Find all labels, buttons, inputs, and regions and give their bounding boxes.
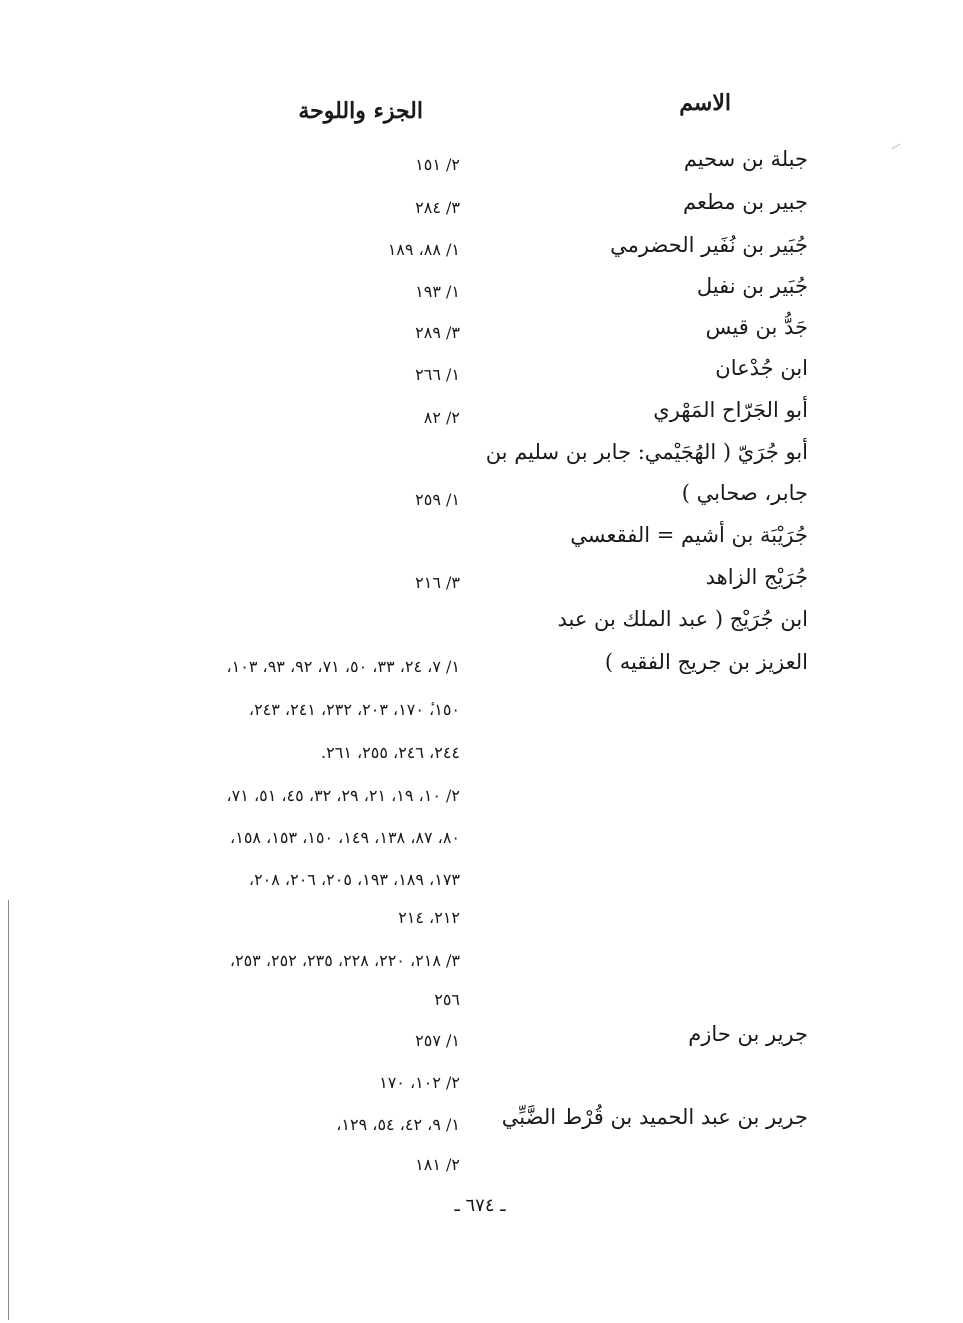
ref-entry: ١/ ١٩٣ bbox=[415, 282, 460, 301]
name-entry: جُرَيْج الزاهد bbox=[705, 565, 808, 589]
ref-entry: ١٧٣، ١٨٩، ١٩٣، ٢٠٥، ٢٠٦، ٢٠٨، bbox=[248, 870, 460, 889]
name-entry: ابن جُرَيْج ( عبد الملك بن عبد bbox=[557, 607, 808, 631]
name-entry: جابر، صحابي ) bbox=[681, 481, 808, 505]
ref-entry: ٣/ ٢٨٤ bbox=[415, 198, 460, 217]
ref-entry: ١/ ٢٥٧ bbox=[415, 1031, 460, 1050]
ref-entry: ٣/ ٢١٨، ٢٢٠، ٢٢٨، ٢٣٥، ٢٥٢، ٢٥٣، bbox=[229, 951, 460, 970]
name-entry: جُرَيْبَة بن أشيم = الفقعسي bbox=[570, 523, 808, 547]
ref-column-header: الجزء واللوحة bbox=[298, 98, 423, 124]
ref-entry: ١/ ٧، ٢٤، ٣٣، ٥٠، ٧١، ٩٢، ٩٣، ١٠٣، bbox=[226, 657, 460, 676]
ref-entry: ٣/ ٢٨٩ bbox=[415, 323, 460, 342]
name-entry: أبو الجَرّاح المَهْري bbox=[653, 398, 808, 422]
ref-entry: ٢/ ١٠، ١٩، ٢١، ٢٩، ٣٢، ٤٥، ٥١، ٧١، bbox=[226, 786, 460, 805]
name-entry: العزيز بن جريج الفقيه ) bbox=[604, 650, 808, 674]
page-number: ـ ٦٧٤ ـ bbox=[454, 1195, 506, 1216]
name-entry: جبير بن مطعم bbox=[682, 190, 808, 214]
ref-entry: ١٥٠،ٔ ١٧٠، ٢٠٣، ٢٣٢، ٢٤١، ٢٤٣، bbox=[248, 700, 460, 719]
ref-entry: ٢٤٤، ٢٤٦، ٢٥٥، ٢٦١. bbox=[321, 743, 460, 762]
name-entry: جُبَير بن نُفَير الحضرمي bbox=[610, 233, 808, 257]
name-entry: جرير بن عبد الحميد بن قُرْط الضَّبِّي bbox=[501, 1105, 808, 1129]
name-entry: جبلة بن سحيم bbox=[683, 147, 808, 171]
ref-entry: ١/ ٨٨، ١٨٩ bbox=[387, 240, 460, 259]
ref-entry: ٢/ ١٨١ bbox=[415, 1155, 460, 1174]
name-entry: جُبَير بن نفيل bbox=[696, 274, 808, 298]
ref-entry: ١/ ٢٦٦ bbox=[415, 365, 460, 384]
ref-entry: ٢/ ١٥١ bbox=[415, 155, 460, 174]
name-entry: جَدُّ بن قيس bbox=[705, 315, 808, 339]
name-column-header: الاسم bbox=[679, 90, 731, 116]
name-entry: ابن جُدْعان bbox=[715, 356, 808, 380]
ref-entry: ٢/ ١٠٢، ١٧٠ bbox=[379, 1073, 460, 1092]
ref-entry: ٢١٢، ٢١٤ bbox=[398, 908, 460, 927]
ref-entry: ٢٥٦ bbox=[434, 990, 460, 1009]
ref-entry: ٢/ ٨٢ bbox=[423, 408, 460, 427]
ref-entry: ١/ ٢٥٩ bbox=[415, 490, 460, 509]
ref-entry: ٣/ ٢١٦ bbox=[415, 573, 460, 592]
scan-edge-line bbox=[8, 900, 9, 1320]
stray-mark bbox=[891, 144, 900, 150]
name-entry: أبو جُرَيّ ( الهُجَيْمي: جابر بن سليم بن bbox=[485, 440, 808, 464]
ref-entry: ٨٠، ٨٧، ١٣٨، ١٤٩، ١٥٠، ١٥٣، ١٥٨، bbox=[230, 828, 460, 847]
ref-entry: ١/ ٩، ٤٢، ٥٤، ١٢٩، bbox=[336, 1115, 460, 1134]
name-entry: جرير بن حازم bbox=[688, 1022, 808, 1046]
